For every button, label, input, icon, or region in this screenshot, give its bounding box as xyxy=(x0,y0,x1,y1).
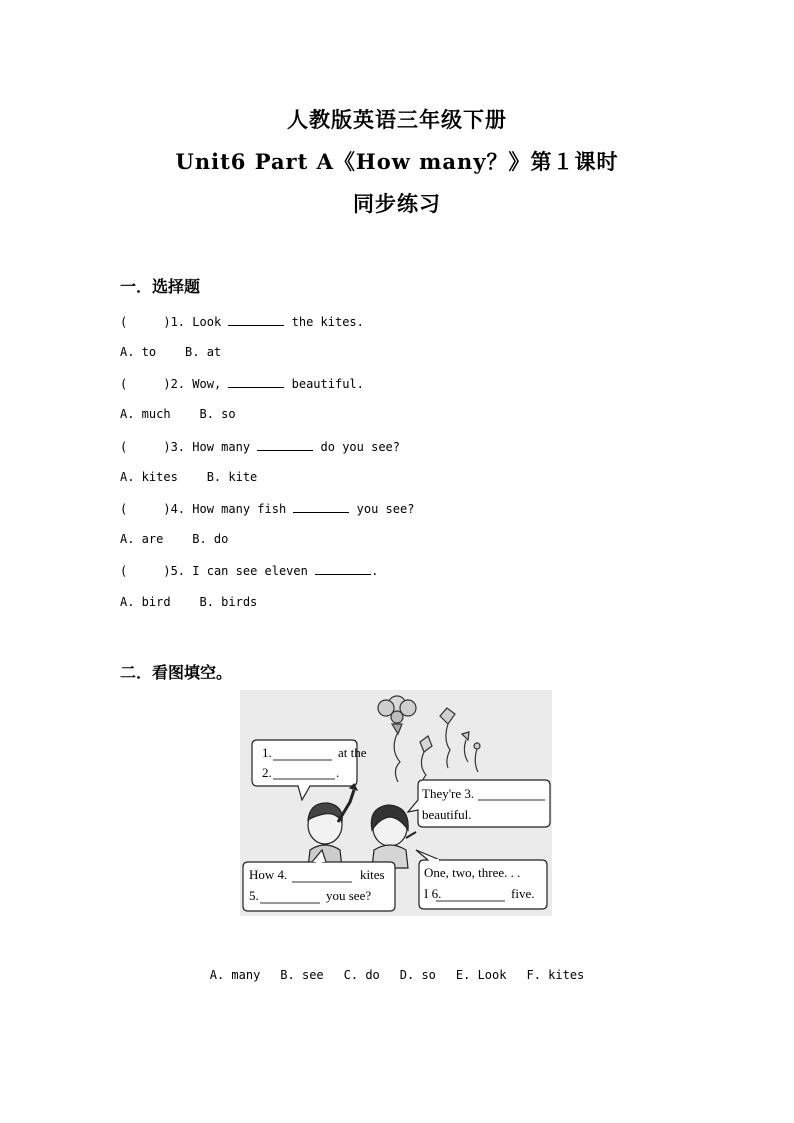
answer-blank[interactable] xyxy=(228,314,284,326)
bubble-4-line-1: One, two, three. . . xyxy=(424,865,521,880)
bubble-1-line-1-text: at the xyxy=(338,745,367,760)
question-4: ( )4. How many fish you see? xyxy=(120,502,415,516)
worksheet-subtitle: Unit6 Part A《How many？》第１课时 xyxy=(175,149,619,174)
question-5-options: A. bird B. birds xyxy=(120,595,258,609)
word-bank-option: D. so xyxy=(399,968,436,982)
bubble-1-line-2-text: . xyxy=(336,765,340,780)
bubble-3-line-2-num: 5. xyxy=(249,888,259,903)
answer-blank[interactable] xyxy=(293,501,349,513)
bubble-2-line-2: beautiful. xyxy=(422,807,472,822)
bubble-4-line-2-post: five. xyxy=(511,886,535,901)
answer-blank[interactable] xyxy=(257,439,313,451)
question-2: ( )2. Wow, beautiful. xyxy=(120,377,364,391)
word-bank-option: B. see xyxy=(280,968,324,982)
question-3: ( )3. How many do you see? xyxy=(120,440,400,454)
bubble-3-line-1-pre: How 4. xyxy=(249,867,288,882)
word-bank-option: F. kites xyxy=(526,968,585,982)
bubble-1-line-2-num: 2. xyxy=(262,765,272,780)
bubble-1-line-1-num: 1. xyxy=(262,745,272,760)
picture-scene xyxy=(240,690,552,916)
question-5: ( )5. I can see eleven . xyxy=(120,564,379,578)
section-2-title: 二．看图填空。 xyxy=(120,663,233,682)
question-2-options: A. much B. so xyxy=(120,407,236,421)
worksheet-subtitle-2: 同步练习 xyxy=(353,191,441,216)
answer-blank[interactable] xyxy=(315,563,371,575)
answer-blank[interactable] xyxy=(228,376,284,388)
word-bank-option: C. do xyxy=(343,968,380,982)
word-bank-option: E. Look xyxy=(455,968,507,982)
bubble-3-line-2-text: you see? xyxy=(326,888,372,903)
worksheet-title: 人教版英语三年级下册 xyxy=(287,107,507,132)
bubble-3-line-1-post: kites xyxy=(360,867,385,882)
question-3-options: A. kites B. kite xyxy=(120,470,258,484)
word-bank-option: A. many xyxy=(209,968,261,982)
word-bank xyxy=(0,968,794,982)
question-1-options: A. to B. at xyxy=(120,345,222,359)
bubble-4-line-2-pre: I 6. xyxy=(424,886,442,901)
bubble-2-line-1: They're 3. xyxy=(422,786,475,801)
section-1-title: 一．选择题 xyxy=(120,277,201,296)
question-1: ( )1. Look the kites. xyxy=(120,315,364,329)
question-4-options: A. are B. do xyxy=(120,532,229,546)
